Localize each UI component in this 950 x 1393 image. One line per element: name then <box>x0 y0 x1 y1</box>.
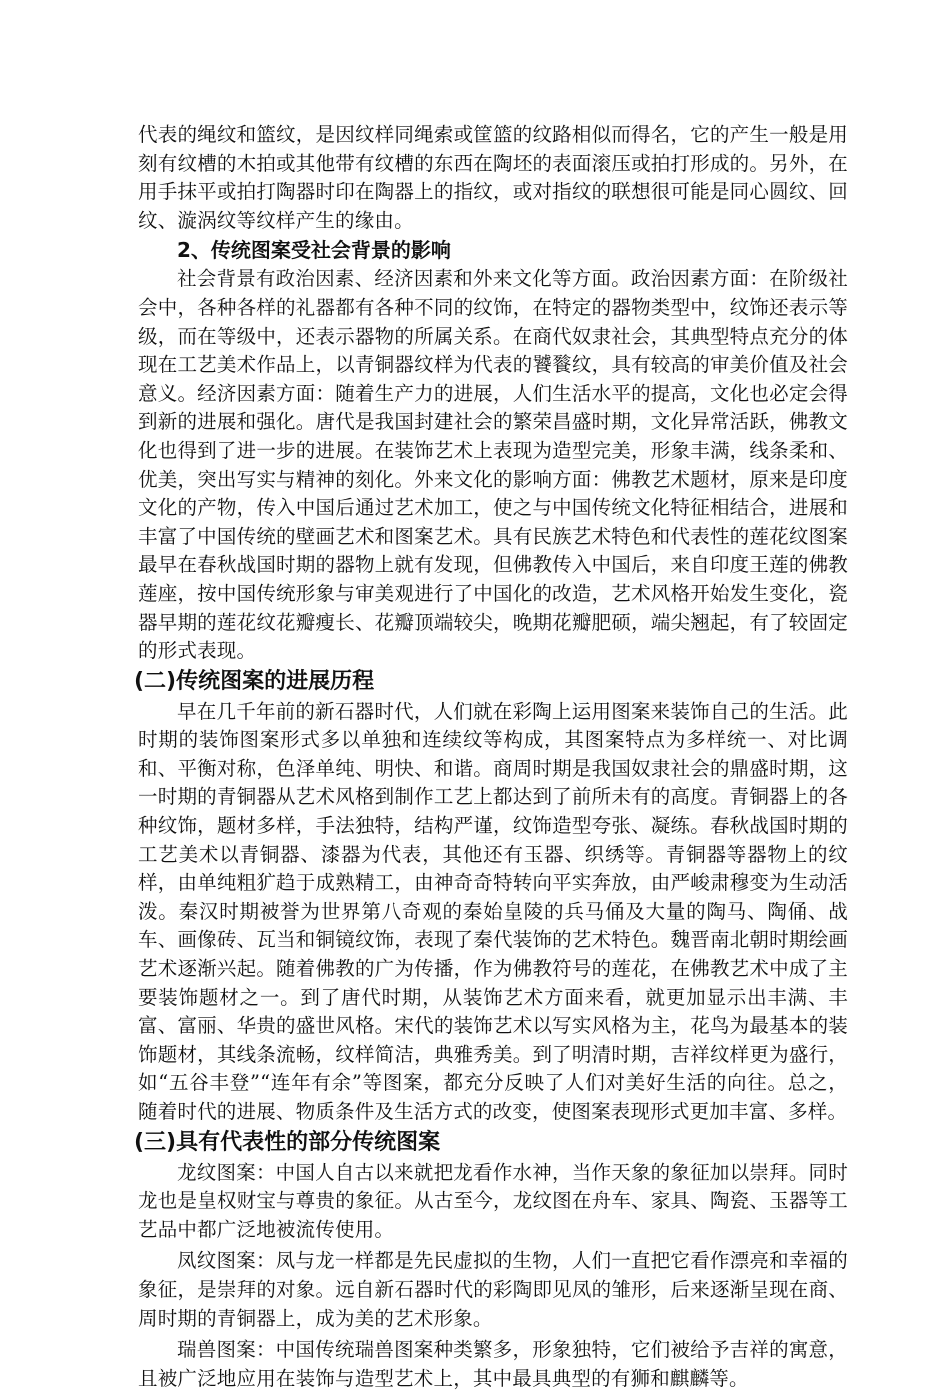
heading-representative-patterns: (三)具有代表性的部分传统图案 <box>134 1129 441 1155</box>
paragraph-dragon-pattern: 龙纹图案：中国人自古以来就把龙看作水神，当作天象的象征加以崇拜。同时龙也是皇权财宝与尊贵的象征。从古至今，龙纹图在舟车、家具、陶瓷、玉器等工艺品中都广泛地被流传使用。 <box>138 1160 848 1241</box>
heading-development-history: (二)传统图案的进展历程 <box>134 668 375 694</box>
paragraph-development-history: 早在几千年前的新石器时代，人们就在彩陶上运用图案来装饰自己的生活。此时期的装饰图案形式多以单独和连续纹等构成，其图案特点为多样统一、对比调和、平衡对称，色泽单纯、明快、和谐。商周时期是我国奴隶社会的鼎盛时期，这一时期的青铜器从艺术风格到制作工艺上都达到了前所未有的高度。青铜器上的各种纹饰，题材多样，手法独特，结构严谨，纹饰造型夸张、凝练。春秋战国时期的工艺美术以青铜器、漆器为代表，其他还有玉器、织绣等。青铜器等器物上的纹样，由单纯粗犷趋于成熟精工，由神奇奇特转向平实奔放，由严峻肃穆变为生动活泼。秦汉时期被誉为世界第八奇观的秦始皇陵的兵马俑及大量的陶马、陶俑、战车、画像砖、瓦当和铜镜纹饰，表现了秦代装饰的艺术特色。魏晋南北朝时期绘画艺术逐渐兴起。随着佛教的广为传播，作为佛教符号的莲花，在佛教艺术中成了主要装饰题材之一。到了唐代时期，从装饰艺术方面来看，就更加显示出丰满、丰富、富丽、华贵的盛世风格。宋代的装饰艺术以写实风格为主，花鸟为最基本的装饰题材，其线条流畅，纹样简洁，典雅秀美。到了明清时期，吉祥纹样更为盛行，如“五谷丰登”“连年有余”等图案，都充分反映了人们对美好生活的向往。总之，随着时代的进展、物质条件及生活方式的改变，使图案表现形式更加丰富、多样。 <box>138 699 848 1123</box>
heading-social-background: 2、传统图案受社会背景的影响 <box>177 238 451 263</box>
paragraph-social-background: 社会背景有政治因素、经济因素和外来文化等方面。政治因素方面：在阶级社会中，各种各样的礼器都有各种不同的纹饰，在特定的器物类型中，纹饰还表示等级，而在等级中，还表示器物的所属关系。在商代奴隶社会，其典型特点充分的体现在工艺美术作品上，以青铜器纹样为代表的饕餮纹，具有较高的审美价值及社会意义。经济因素方面：随着生产力的进展，人们生活水平的提高，文化也必定会得到新的进展和强化。唐代是我国封建社会的繁荣昌盛时期，文化异常活跃，佛教文化也得到了进一步的进展。在装饰艺术上表现为造型完美，形象丰满，线条柔和、优美，突出写实与精神的刻化。外来文化的影响方面：佛教艺术题材，原来是印度文化的产物，传入中国后通过艺术加工，使之与中国传统文化特征相结合，进展和丰富了中国传统的壁画艺术和图案艺术。具有民族艺术特色和代表性的莲花纹图案最早在春秋战国时期的器物上就有发现，但佛教传入中国后，来自印度王莲的佛教莲座，按中国传统形象与审美观进行了中国化的改造，艺术风格开始发生变化，瓷器早期的莲花纹花瓣瘦长、花瓣顶端较尖，晚期花瓣肥硕，端尖翘起，有了较固定的形式表现。 <box>138 267 848 663</box>
document-page <box>134 121 848 1393</box>
paragraph-rope-basket-patterns: 代表的绳纹和篮纹，是因纹样同绳索或筐篮的纹路相似而得名，它的产生一般是用刻有纹槽的木拍或其他带有纹槽的东西在陶坯的表面滚压或拍打形成的。另外，在用手抹平或拍打陶器时印在陶器上的指纹，或对指纹的联想很可能是同心圆纹、回纹、漩涡纹等纹样产生的缘由。 <box>138 123 848 232</box>
paragraph-phoenix-pattern: 凤纹图案：凤与龙一样都是先民虚拟的生物，人们一直把它看作漂亮和幸福的象征，是崇拜的对象。远自新石器时代的彩陶即见凤的雏形，后来逐渐呈现在商、周时期的青铜器上，成为美的艺术形象。 <box>138 1249 848 1330</box>
paragraph-auspicious-beast-pattern: 瑞兽图案：中国传统瑞兽图案种类繁多，形象独特，它们被给予吉祥的寓意，且被广泛地应用在装饰与造型艺术上，其中最具典型的有狮和麒麟等。 <box>138 1338 848 1390</box>
